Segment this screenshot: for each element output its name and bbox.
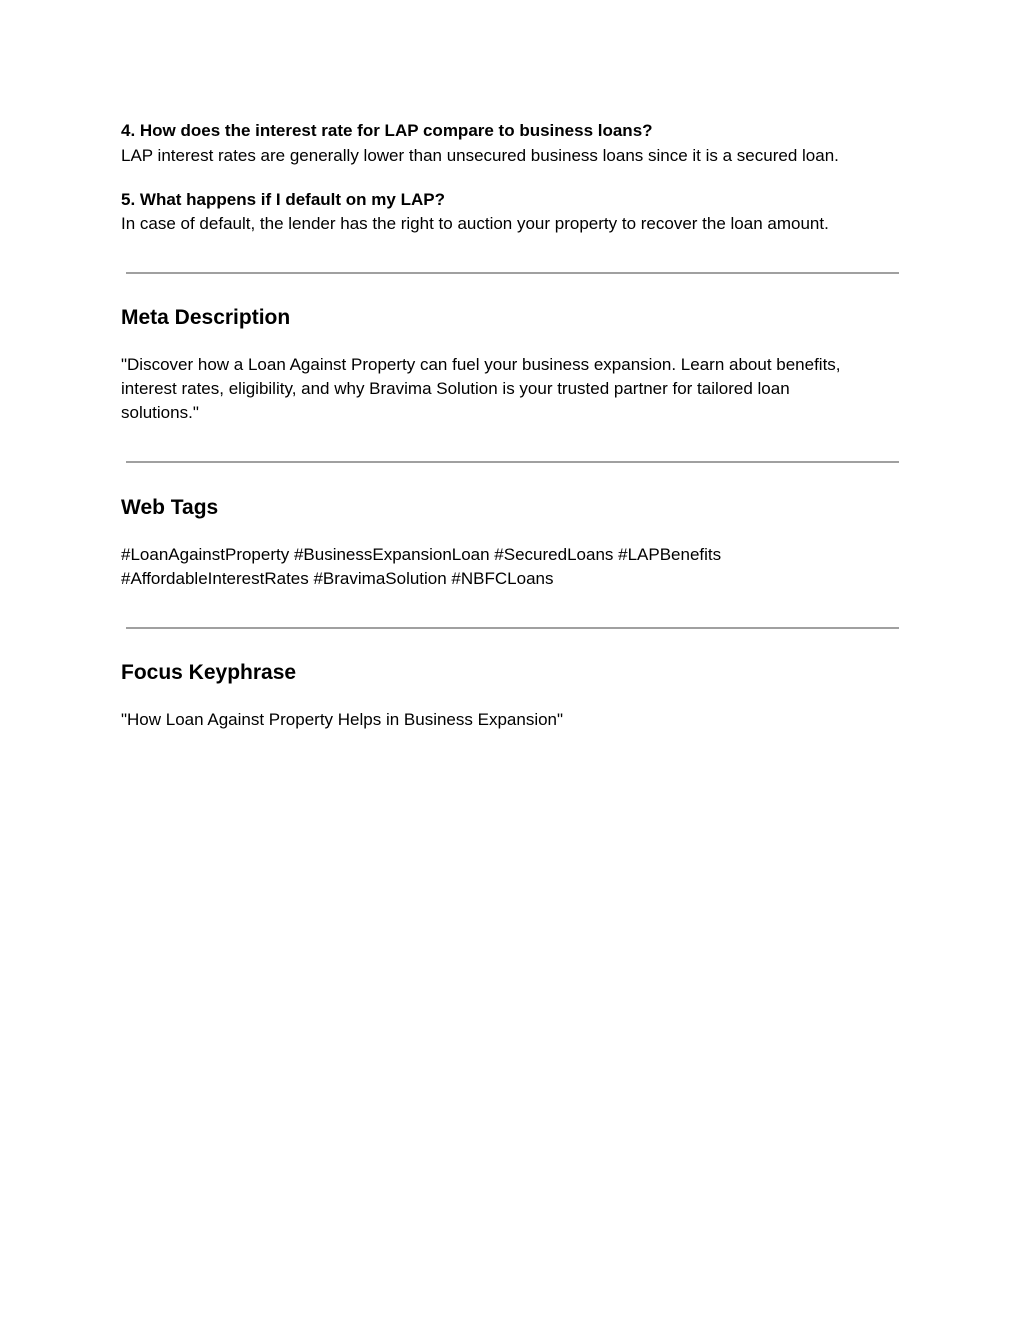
faq-question-5: 5. What happens if I default on my LAP?	[121, 190, 445, 209]
faq-answer-5: In case of default, the lender has the right to auction your property to recover the loan amount.	[121, 214, 829, 233]
faq-answer-4: LAP interest rates are generally lower than unsecured business loans since it is a secured loan.	[121, 146, 839, 165]
meta-description-heading: Meta Description	[121, 306, 291, 329]
faq-question-4: 4. How does the interest rate for LAP compare to business loans?	[121, 121, 653, 140]
meta-description-line: interest rates, eligibility, and why Bravima Solution is your trusted partner for tailored loan	[121, 379, 790, 398]
section-divider	[126, 461, 899, 463]
focus-keyphrase-heading: Focus Keyphrase	[121, 661, 297, 684]
web-tags-heading: Web Tags	[121, 496, 219, 519]
meta-description-line: "Discover how a Loan Against Property can fuel your business expansion. Learn about benefits,	[121, 355, 841, 374]
web-tags-line: #LoanAgainstProperty #BusinessExpansionLoan #SecuredLoans #LAPBenefits	[121, 545, 722, 564]
section-divider	[126, 272, 899, 274]
meta-description-text	[121, 353, 911, 425]
web-tags-line: #AffordableInterestRates #BravimaSolution #NBFCLoans	[121, 569, 554, 588]
focus-keyphrase-text: "How Loan Against Property Helps in Business Expansion"	[121, 710, 564, 729]
web-tags-text	[121, 543, 911, 591]
meta-description-line: solutions."	[121, 403, 199, 422]
section-divider	[126, 627, 899, 629]
